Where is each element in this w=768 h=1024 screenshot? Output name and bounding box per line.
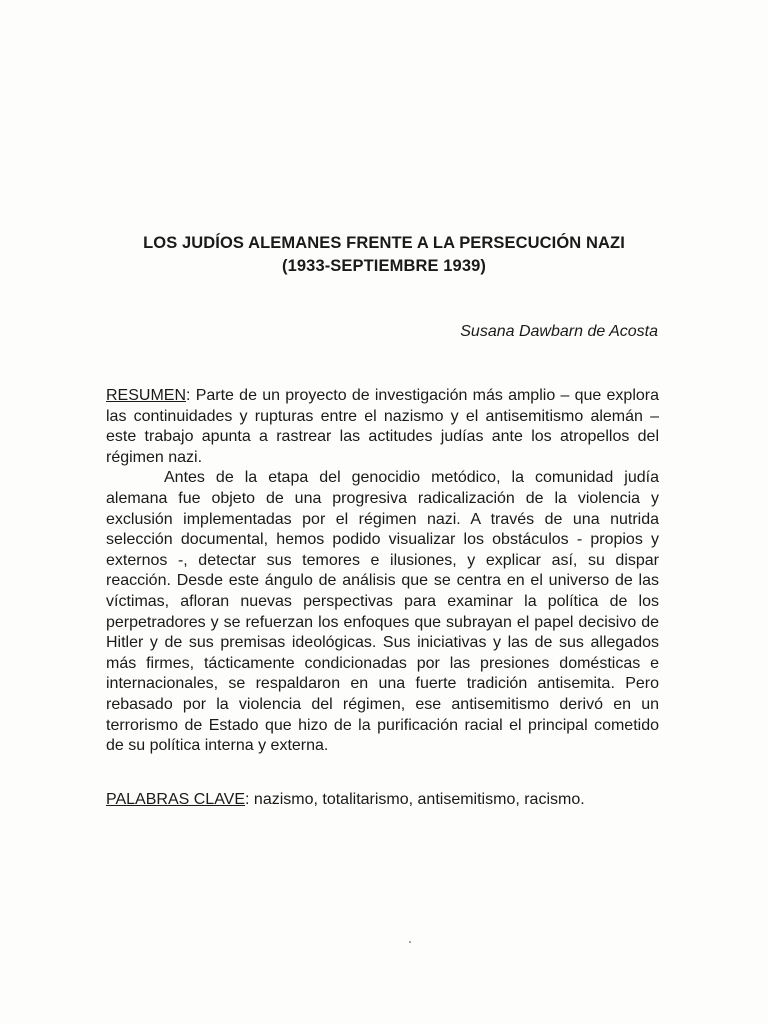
keywords-section (106, 789, 659, 811)
abstract-section (106, 386, 659, 757)
keywords-label: PALABRAS CLAVE (106, 791, 246, 808)
abstract-paragraph-2: Antes de la etapa del genocidio metódico, la comunidad judía alemana fue objeto de una progresiva radicalización de la violencia y exclusión implementadas por el régimen nazi. A través de una nutrida selección documental, hemos podido visualizar los obstáculos - propios y externos -, detectar sus temores e ilusiones, y explicar así, su dispar reacción. Desde este ángulo de análisis que se centra en el universo de las víctimas, afloran nuevas perspectivas para examinar la política de los perpetradores y se refuerzan los enfoques que subrayan el papel decisivo de Hitler y de sus premisas ideológicas. Sus iniciativas y las de sus allegados más firmes, tácticamente condicionadas por las presiones domésticas e internacionales, se respaldaron en una fuerte tradición antisemita. Pero rebasado por la violencia del régimen, ese antisemitismo derivó en un terrorismo de Estado que hizo de la purificación racial el principal cometido de su política interna y externa. (106, 469, 659, 755)
abstract-label: RESUMEN (106, 387, 187, 404)
abstract-paragraph-1 (106, 386, 659, 468)
document-title-line-2: (1933-SEPTIEMBRE 1939) (282, 257, 486, 275)
scan-speck (409, 941, 411, 943)
abstract-paragraph-1-text: : Parte de un proyecto de investigación más amplio – que explora las continuidades y rupturas entre el nazismo y el antisemitismo alemán – este trabajo apunta a rastrear las actitudes judías ante los atropellos del régimen nazi. (106, 387, 659, 466)
keywords-text: : nazismo, totalitarismo, antisemitismo, racismo. (245, 791, 585, 808)
document-title-line-1: LOS JUDÍOS ALEMANES FRENTE A LA PERSECUCIÓN NAZI (143, 234, 625, 252)
author-name: Susana Dawbarn de Acosta (460, 323, 658, 340)
